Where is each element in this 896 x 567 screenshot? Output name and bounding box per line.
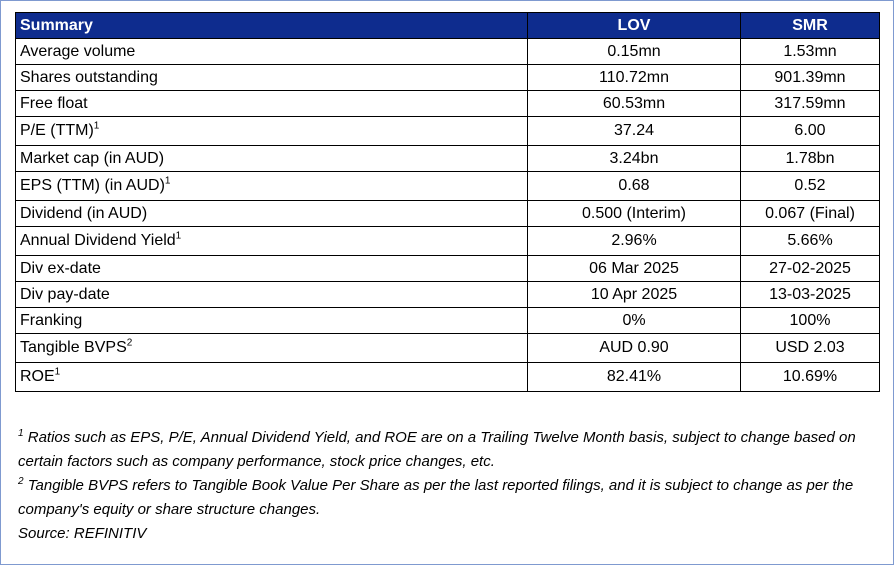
cell-smr: USD 2.03 (741, 334, 880, 363)
table-row (16, 282, 880, 308)
cell-smr: 27-02-2025 (741, 256, 880, 282)
cell-lov: 0.68 (528, 172, 741, 201)
header-lov: LOV (528, 13, 741, 39)
row-label-text: P/E (TTM) (20, 122, 94, 139)
header-smr: SMR (741, 13, 880, 39)
table-row (16, 146, 880, 172)
cell-smr: 317.59mn (741, 91, 880, 117)
table-row (16, 227, 880, 256)
table-row (16, 39, 880, 65)
cell-smr: 13-03-2025 (741, 282, 880, 308)
table-row (16, 201, 880, 227)
cell-lov: 06 Mar 2025 (528, 256, 741, 282)
table-row (16, 172, 880, 201)
row-label-text: Tangible BVPS (20, 339, 127, 356)
row-label-text: ROE (20, 368, 55, 385)
table-row (16, 91, 880, 117)
row-label-text: Div pay-date (20, 285, 110, 303)
cell-smr: 5.66% (741, 227, 880, 256)
row-label-text: Market cap (in AUD) (20, 149, 165, 167)
footnote-ref: 1 (175, 230, 182, 242)
footnote-mark: 2 (18, 476, 24, 487)
footnote-ref: 1 (54, 366, 61, 378)
row-label (16, 117, 528, 146)
row-label (16, 227, 528, 256)
table-row (16, 363, 880, 392)
row-label (16, 172, 528, 201)
row-label-text: Franking (20, 311, 83, 329)
cell-smr: 0.52 (741, 172, 880, 201)
table-row (16, 256, 880, 282)
row-label-text: Dividend (in AUD) (20, 204, 148, 222)
cell-lov: 0.500 (Interim) (528, 201, 741, 227)
footnote-2 (18, 474, 884, 522)
cell-smr: 10.69% (741, 363, 880, 392)
header-summary: Summary (16, 13, 528, 39)
cell-lov: AUD 0.90 (528, 334, 741, 363)
cell-lov: 60.53mn (528, 91, 741, 117)
row-label (16, 363, 528, 392)
row-label (16, 282, 528, 308)
row-label (16, 39, 528, 65)
cell-smr: 0.067 (Final) (741, 201, 880, 227)
source-note: Source: REFINITIV (18, 525, 147, 542)
cell-smr: 901.39mn (741, 65, 880, 91)
footnote-text: Ratios such as EPS, P/E, Annual Dividend Yield, and ROE are on a Trailing Twelve Month basis, subject to change based on certain factors such as company performance, stock price changes, etc. (18, 429, 856, 470)
cell-lov: 37.24 (528, 117, 741, 146)
summary-table (15, 12, 880, 392)
footnote-text: Tangible BVPS refers to Tangible Book Value Per Share as per the last reported filings, and it is subject to change as per the company's equity or share structure changes. (18, 477, 854, 518)
table-row (16, 117, 880, 146)
table-row (16, 308, 880, 334)
row-label (16, 256, 528, 282)
footnote-ref: 2 (126, 337, 133, 349)
cell-lov: 3.24bn (528, 146, 741, 172)
cell-smr: 1.78bn (741, 146, 880, 172)
row-label-text: Annual Dividend Yield (20, 232, 176, 249)
table-row (16, 65, 880, 91)
footnotes (18, 426, 884, 546)
footnote-ref: 1 (164, 175, 171, 187)
row-label-text: Shares outstanding (20, 68, 158, 86)
row-label-text: Div ex-date (20, 259, 101, 277)
row-label (16, 65, 528, 91)
cell-lov: 0.15mn (528, 39, 741, 65)
cell-lov: 110.72mn (528, 65, 741, 91)
cell-smr: 6.00 (741, 117, 880, 146)
row-label-text: EPS (TTM) (in AUD) (20, 177, 165, 194)
row-label-text: Average volume (20, 42, 136, 60)
row-label (16, 146, 528, 172)
footnote-mark: 1 (18, 428, 24, 439)
cell-lov: 10 Apr 2025 (528, 282, 741, 308)
cell-lov: 82.41% (528, 363, 741, 392)
row-label (16, 334, 528, 363)
row-label-text: Free float (20, 94, 88, 112)
cell-smr: 100% (741, 308, 880, 334)
row-label (16, 91, 528, 117)
cell-lov: 0% (528, 308, 741, 334)
footnote-1 (18, 426, 884, 474)
row-label (16, 201, 528, 227)
cell-lov: 2.96% (528, 227, 741, 256)
footnote-ref: 1 (93, 120, 100, 132)
row-label (16, 308, 528, 334)
table-header-row (16, 13, 880, 39)
cell-smr: 1.53mn (741, 39, 880, 65)
table-row (16, 334, 880, 363)
